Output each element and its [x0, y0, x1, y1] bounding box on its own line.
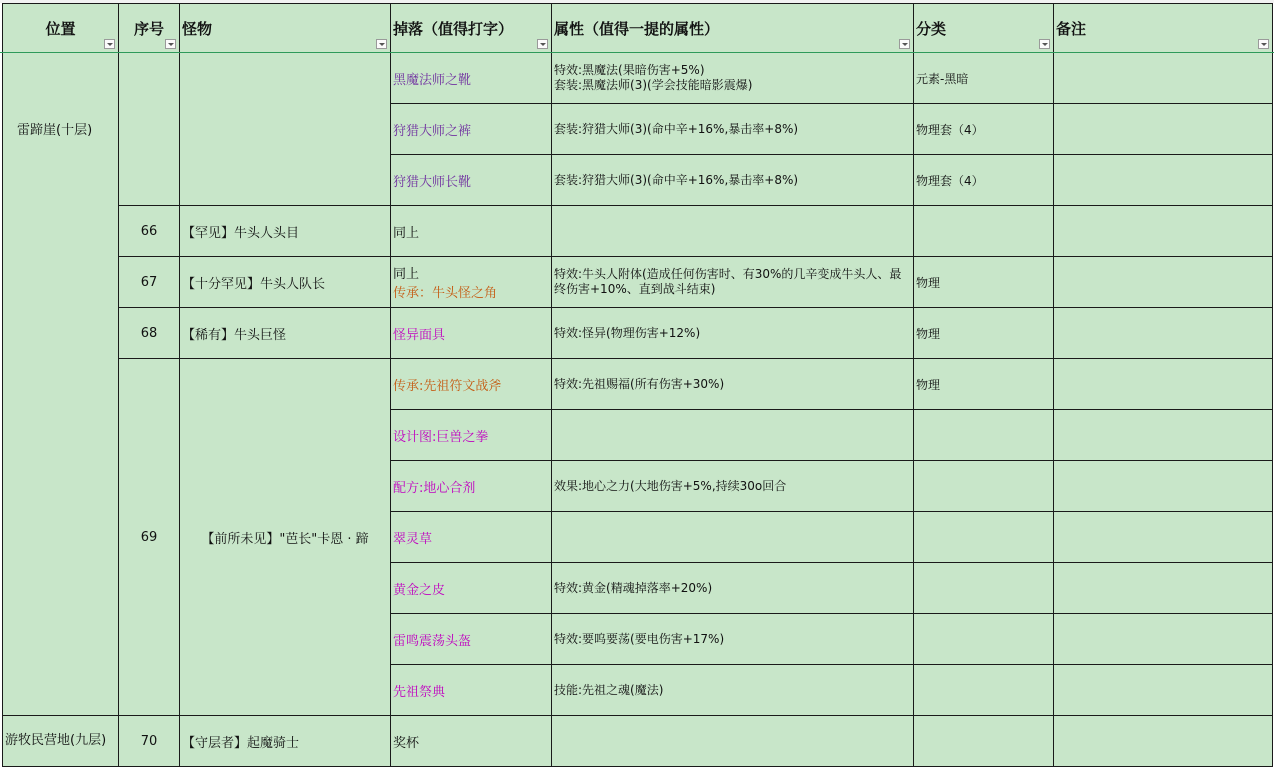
attr-cell[interactable]: 特效:先祖赐福(所有伤害+30%) [552, 359, 914, 410]
attr-cell[interactable]: 技能:先祖之魂(魔法) [552, 665, 914, 716]
drop-cell[interactable]: 配方:地心合剂 [391, 461, 552, 512]
remark-cell[interactable] [1054, 359, 1273, 410]
remark-cell[interactable] [1054, 53, 1273, 104]
category-cell[interactable]: 物理 [914, 308, 1054, 359]
filter-dropdown-icon[interactable] [899, 39, 910, 49]
filter-dropdown-icon[interactable] [537, 39, 548, 49]
remark-cell[interactable] [1054, 665, 1273, 716]
remark-cell[interactable] [1054, 104, 1273, 155]
filter-dropdown-icon[interactable] [165, 39, 176, 49]
category-cell[interactable] [914, 461, 1054, 512]
filter-dropdown-icon[interactable] [1258, 39, 1269, 49]
filter-dropdown-icon[interactable] [104, 39, 115, 49]
drop-cell[interactable]: 先祖祭典 [391, 665, 552, 716]
table-row [3, 308, 1273, 359]
table-row [3, 206, 1273, 257]
table-row [3, 716, 1273, 767]
drop-cell[interactable]: 狩猎大师之裤 [391, 104, 552, 155]
monster-cell[interactable]: 【十分罕见】牛头人队长 [180, 257, 391, 308]
attr-cell[interactable]: 套装:狩猎大师(3)(命中辛+16%,暴击率+8%) [552, 155, 914, 206]
category-cell[interactable] [914, 410, 1054, 461]
header-drop[interactable]: 掉落（值得打字） [391, 4, 552, 53]
remark-cell[interactable] [1054, 563, 1273, 614]
remark-cell[interactable] [1054, 257, 1273, 308]
header-location[interactable]: 位置 [3, 4, 119, 53]
remark-cell[interactable] [1054, 716, 1273, 767]
drop-line: 同上 [393, 267, 420, 282]
category-cell[interactable] [914, 512, 1054, 563]
attr-cell[interactable]: 特效:牛头人附体(造成任何伤害时、有30%的几辛变成牛头人、最终伤害+10%、直到战斗结束) [552, 257, 914, 308]
index-cell[interactable]: 67 [119, 257, 180, 308]
attr-cell[interactable]: 特效:要呜要荡(要电伤害+17%) [552, 614, 914, 665]
drop-cell[interactable] [391, 257, 552, 308]
header-monster[interactable]: 怪物 [180, 4, 391, 53]
attr-line: 套装:黑魔法师(3)(学会技能暗影震爆) [554, 78, 753, 92]
drop-line: 传承：牛头怪之角 [393, 286, 498, 301]
attr-line: 特效:黑魔法(果暗伤害+5%) [554, 63, 705, 77]
category-cell[interactable]: 元素-黑暗 [914, 53, 1054, 104]
remark-cell[interactable] [1054, 308, 1273, 359]
category-cell[interactable] [914, 614, 1054, 665]
header-remark[interactable]: 备注 [1054, 4, 1273, 53]
monster-cell[interactable]: 【前所未见】"芭长"卡恩 · 蹄 [180, 359, 391, 716]
location-cell[interactable]: 雷蹄崖(十层) [3, 53, 119, 716]
remark-cell[interactable] [1054, 410, 1273, 461]
category-cell[interactable] [914, 665, 1054, 716]
index-cell[interactable] [119, 53, 180, 206]
attr-cell[interactable] [552, 53, 914, 104]
remark-cell[interactable] [1054, 614, 1273, 665]
drop-cell[interactable]: 黄金之皮 [391, 563, 552, 614]
monster-cell[interactable] [180, 53, 391, 206]
drop-table [2, 3, 1273, 767]
category-cell[interactable] [914, 716, 1054, 767]
drop-cell[interactable]: 雷鸣震荡头盔 [391, 614, 552, 665]
drop-cell[interactable]: 奖杯 [391, 716, 552, 767]
attr-cell[interactable]: 套装:狩猎大师(3)(命中辛+16%,暴击率+8%) [552, 104, 914, 155]
drop-cell[interactable]: 设计图:巨兽之拳 [391, 410, 552, 461]
header-category[interactable]: 分类 [914, 4, 1054, 53]
remark-cell[interactable] [1054, 461, 1273, 512]
category-cell[interactable] [914, 563, 1054, 614]
filter-dropdown-icon[interactable] [1039, 39, 1050, 49]
attr-cell[interactable] [552, 716, 914, 767]
header-row [3, 4, 1273, 53]
category-cell[interactable] [914, 206, 1054, 257]
table-row [3, 257, 1273, 308]
drop-cell[interactable]: 怪异面具 [391, 308, 552, 359]
remark-cell[interactable] [1054, 206, 1273, 257]
attr-cell[interactable] [552, 512, 914, 563]
monster-cell[interactable]: 【罕见】牛头人头目 [180, 206, 391, 257]
attr-cell[interactable] [552, 206, 914, 257]
drop-cell[interactable]: 传承:先祖符文战斧 [391, 359, 552, 410]
attr-cell[interactable]: 特效:怪异(物理伤害+12%) [552, 308, 914, 359]
monster-cell[interactable]: 【守层者】起魔骑士 [180, 716, 391, 767]
filter-dropdown-icon[interactable] [376, 39, 387, 49]
index-cell[interactable]: 70 [119, 716, 180, 767]
remark-cell[interactable] [1054, 512, 1273, 563]
table-row [3, 53, 1273, 104]
index-cell[interactable]: 66 [119, 206, 180, 257]
location-cell[interactable]: 游牧民营地(九层) [3, 716, 119, 767]
category-cell[interactable]: 物理套（4） [914, 104, 1054, 155]
remark-cell[interactable] [1054, 155, 1273, 206]
drop-cell[interactable]: 同上 [391, 206, 552, 257]
table-row [3, 359, 1273, 410]
monster-cell[interactable]: 【稀有】牛头巨怪 [180, 308, 391, 359]
header-index[interactable]: 序号 [119, 4, 180, 53]
drop-cell[interactable]: 翠灵草 [391, 512, 552, 563]
attr-cell[interactable] [552, 410, 914, 461]
attr-cell[interactable]: 效果:地心之力(大地伤害+5%,持续30o回合 [552, 461, 914, 512]
category-cell[interactable]: 物理套（4） [914, 155, 1054, 206]
drop-cell[interactable]: 黑魔法师之靴 [391, 53, 552, 104]
drop-cell[interactable]: 狩猎大师长靴 [391, 155, 552, 206]
attr-cell[interactable]: 特效:黄金(精魂掉落率+20%) [552, 563, 914, 614]
header-attr[interactable]: 属性（值得一提的属性） [552, 4, 914, 53]
category-cell[interactable]: 物理 [914, 359, 1054, 410]
category-cell[interactable]: 物理 [914, 257, 1054, 308]
header-selection-line [0, 52, 1274, 53]
index-cell[interactable]: 69 [119, 359, 180, 716]
index-cell[interactable]: 68 [119, 308, 180, 359]
